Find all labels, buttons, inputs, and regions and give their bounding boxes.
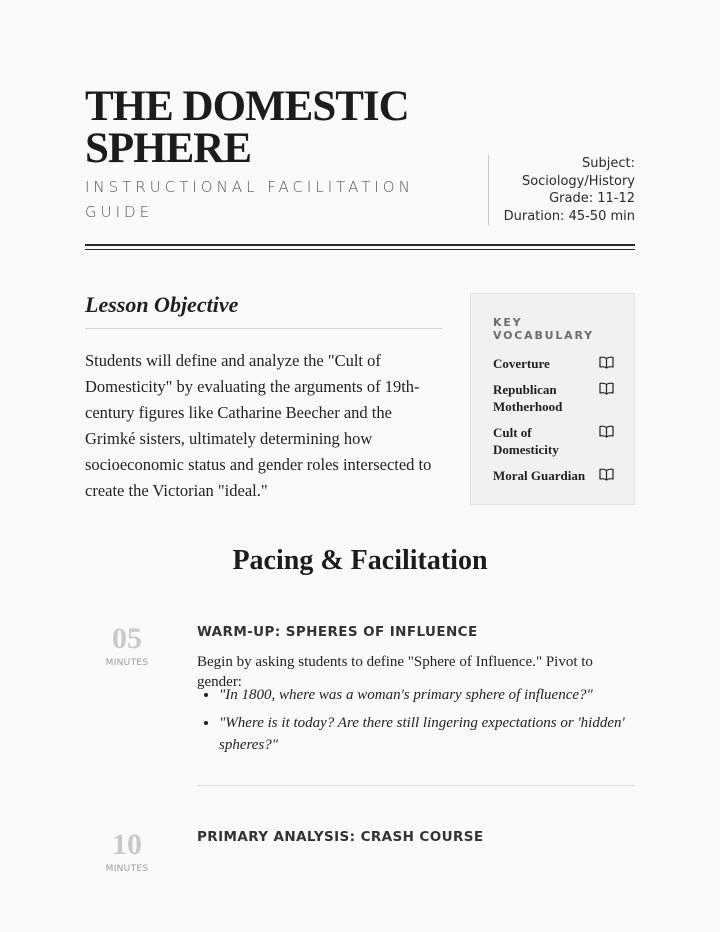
meta-divider <box>488 155 489 225</box>
vocab-term: Coverture <box>493 356 550 371</box>
step-2-minutes: 10 <box>112 828 142 861</box>
vocab-term: Cult of Domesticity <box>493 424 559 457</box>
vocab-item-cult-of-domesticity[interactable] <box>493 424 614 459</box>
objective-divider <box>85 328 442 329</box>
header-double-rule <box>85 244 635 250</box>
open-book-icon <box>599 468 614 481</box>
lesson-duration: Duration: 45-50 min <box>503 208 635 224</box>
vocab-term: Republican Motherhood <box>493 381 563 414</box>
lesson-meta <box>495 155 635 225</box>
open-book-icon <box>599 425 614 438</box>
subject-value: Sociology/History <box>521 173 635 189</box>
objective-heading: Lesson Objective <box>85 292 239 317</box>
step-2-minutes-unit: MINUTES <box>105 864 149 874</box>
vocab-item-coverture[interactable] <box>493 355 614 373</box>
objective-text: Students will define and analyze the "Cult of Domesticity" by evaluating the arguments of 19th-century figures like Catharine Beecher and the Grimké sisters, ultimately determining how socioeconomic status and gender roles intersected to create the Victorian "ideal." <box>85 351 432 500</box>
vocab-item-republican-motherhood[interactable] <box>493 381 614 416</box>
step-1-minutes: 05 <box>112 622 142 655</box>
vocab-item-moral-guardian[interactable] <box>493 467 614 485</box>
grade-level: Grade: 11-12 <box>549 191 635 206</box>
pacing-heading: Pacing & Facilitation <box>232 545 488 576</box>
vocab-term: Moral Guardian <box>493 467 586 483</box>
title-line-2: SPHERE <box>85 125 252 172</box>
step-divider <box>197 785 635 786</box>
open-book-icon <box>599 382 614 395</box>
step-2-title: PRIMARY ANALYSIS: CRASH COURSE <box>197 829 484 845</box>
subject-label: Subject: <box>582 156 635 171</box>
list-item: • "In 1800, where was a woman's primary sphere of influence?" <box>219 684 649 706</box>
open-book-icon <box>599 356 614 369</box>
step-1-title: WARM-UP: SPHERES OF INFLUENCE <box>197 624 478 640</box>
vocabulary-title: KEY VOCABULARY <box>493 316 594 342</box>
title-line-1: THE DOMESTIC <box>85 83 409 130</box>
step-1-prompts <box>197 684 649 762</box>
vocabulary-card <box>470 293 635 505</box>
list-item: • "Where is it today? Are there still lingering expectations or 'hidden' spheres?" <box>219 712 649 756</box>
step-1-description: Begin by asking students to define "Sphere of Influence." Pivot to gender: <box>197 654 593 690</box>
page-title <box>85 83 485 172</box>
page-subtitle: INSTRUCTIONAL FACILITATION GUIDE <box>85 178 414 221</box>
step-1-minutes-unit: MINUTES <box>105 658 149 668</box>
